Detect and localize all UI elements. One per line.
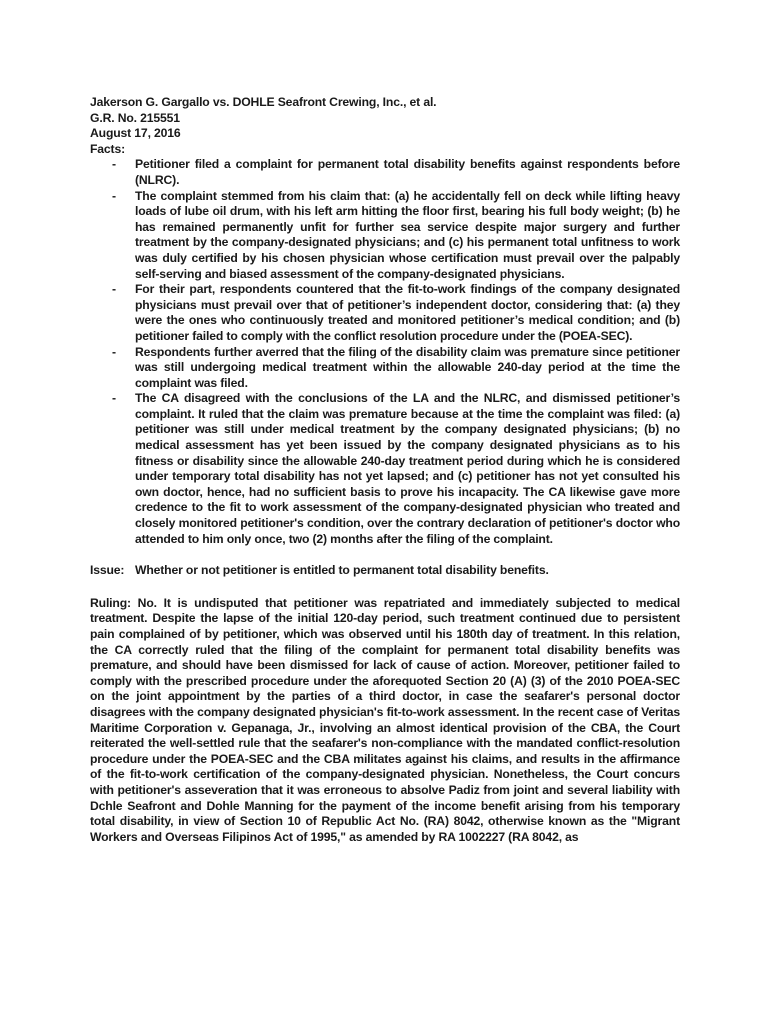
fact-text: Respondents further averred that the filing of the disability claim was premature since petitioner was still undergoing medical treatment within the allowable 240-day period at the time the complaint was filed.	[135, 344, 680, 390]
bullet-dash: -	[112, 188, 116, 203]
bullet-dash: -	[112, 282, 116, 297]
bullet-dash: -	[112, 344, 116, 359]
facts-list	[90, 157, 680, 547]
bullet-dash: -	[112, 391, 116, 406]
ruling-paragraph: Ruling: No. It is undisputed that petitioner was repatriated and immediately subjected to medical treatment. Despite the lapse of the initial 120-day period, such treatment continued due to persistent pain complained of by petitioner, which was observed until his 180th day of treatment. In this relation, the CA correctly ruled that the filing of the complaint for permanent total disability benefits was premature, and should have been dismissed for lack of cause of action. Moreover, petitioner failed to comply with the prescribed procedure under the aforequoted Section 20 (A) (3) of the 2010 POEA-SEC on the joint appointment by the parties of a third doctor, in case the seafarer's personal doctor disagrees with the company designated physician's fit-to-work assessment. In the recent case of Veritas Maritime Corporation v. Gepanaga, Jr., involving an almost identical provision of the CBA, the Court reiterated the well-settled rule that the seafarer's non-compliance with the mandated conflict-resolution procedure under the POEA-SEC and the CBA militates against his claims, and results in the affirmance of the fit-to-work certification of the company-designated physician. Nonetheless, the Court concurs with petitioner's asseveration that it was erroneous to absolve Padiz from joint and several liability with Dchle Seafront and Dohle Manning for the payment of the income benefit arising from his temporary total disability, in view of Section 10 of Republic Act No. (RA) 8042, otherwise known as the "Migrant Workers and Overseas Filipinos Act of 1995," as amended by RA 1002227 (RA 8042, as	[90, 595, 680, 844]
fact-text: For their part, respondents countered that the fit-to-work findings of the company designated physicians must prevail over that of petitioner’s independent doctor, considering that: (a) they were the ones who continuously treated and monitored petitioner’s medical condition; and (b) petitioner failed to comply with the conflict resolution procedure under the (POEA-SEC).	[135, 282, 680, 343]
document-page	[90, 95, 680, 858]
fact-item	[90, 157, 680, 188]
fact-item	[90, 189, 680, 283]
bullet-dash: -	[112, 157, 116, 172]
case-title: Jakerson G. Gargallo vs. DOHLE Seafront Crewing, Inc., et al.	[90, 95, 437, 109]
case-date: August 17, 2016	[90, 126, 181, 141]
fact-item	[90, 345, 680, 392]
fact-text: Petitioner filed a complaint for permanent total disability benefits against respondents before (NLRC).	[135, 157, 680, 187]
fact-text: The complaint stemmed from his claim that: (a) he accidentally fell on deck while lifting heavy loads of lube oil drum, with his left arm hitting the floor first, bearing his full body weight; (b) he has remained permanently unfit for further sea service despite major surgery and further treatment by the company-designated physicians; and (c) his permanent total unfitness to work was duly certified by his chosen physician whose certification must prevail over the palpably self-serving and biased assessment of the company-designated physicians.	[135, 188, 680, 281]
issue-label: Issue:	[90, 563, 125, 578]
issue-section	[90, 563, 680, 579]
issue-text: Whether or not petitioner is entitled to permanent total disability benefits.	[135, 563, 549, 578]
fact-item	[90, 282, 680, 344]
case-gr-number: G.R. No. 215551	[90, 110, 180, 125]
fact-item	[90, 391, 680, 547]
facts-heading: Facts:	[90, 141, 125, 156]
fact-text: The CA disagreed with the conclusions of the LA and the NLRC, and dismissed petitioner’s complaint. It ruled that the claim was premature because at the time the complaint was filed: (a) petitioner was still under medical treatment by the company designated physicians; (b) no medical assessment has yet been issued by the company designated physicians as to his fitness or disability since the allowable 240-day treatment period during which he is considered under temporary total disability has not yet lapsed; and (c) petitioner has not yet consulted his own doctor, hence, had no sufficient basis to prove his incapacity. The CA likewise gave more credence to the fit to work assessment of the company-designated physician who treated and closely monitored petitioner's condition, over the contrary declaration of petitioner's doctor who attended to him only once, two (2) months after the filing of the complaint.	[135, 391, 680, 546]
